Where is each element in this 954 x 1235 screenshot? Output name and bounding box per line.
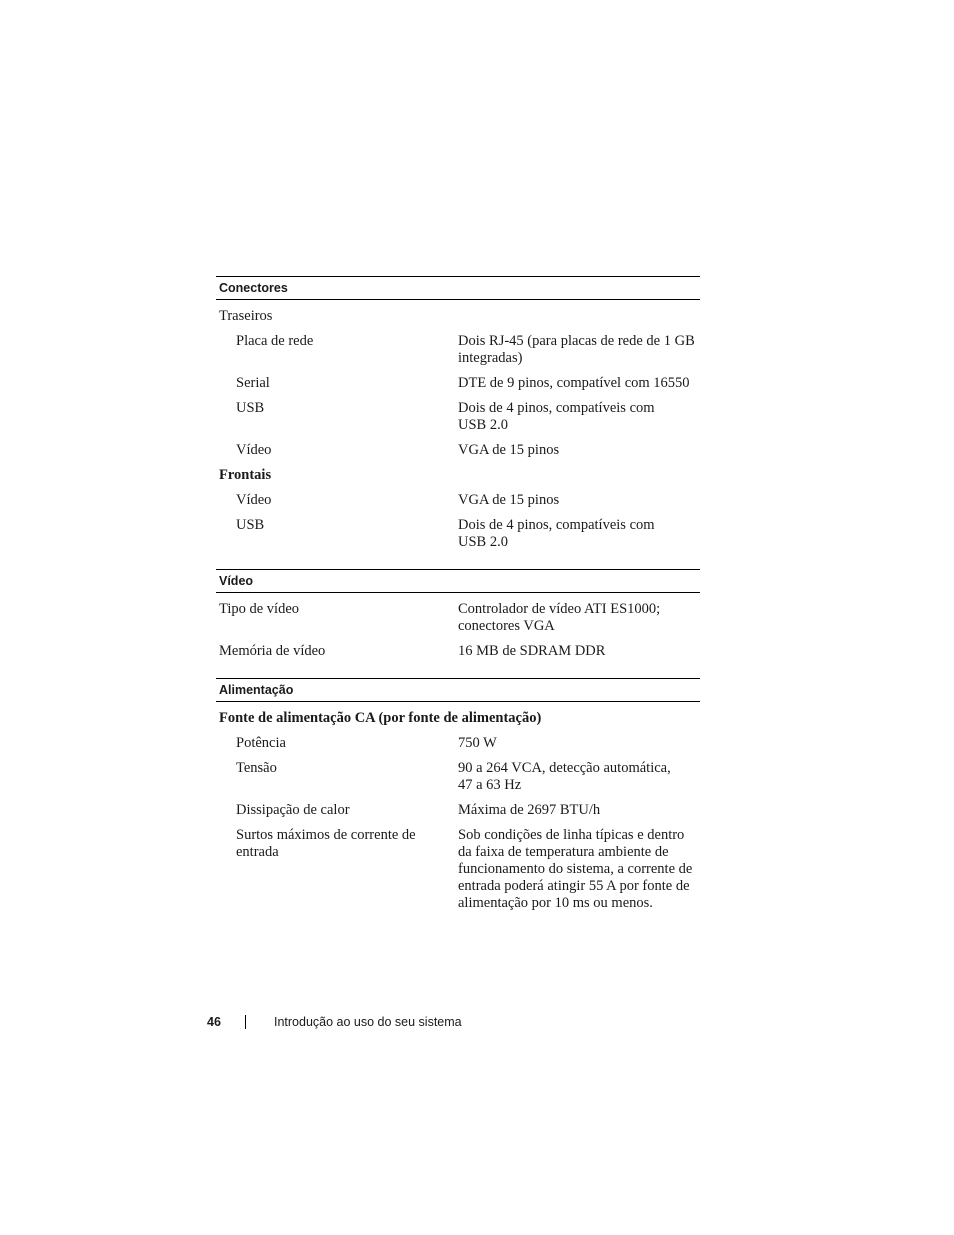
spec-row — [216, 821, 700, 914]
group-subtitle: Traseiros — [219, 308, 273, 324]
spec-label: Vídeo — [236, 442, 272, 458]
spec-value: Sob condições de linha típicas e dentro da faixa de temperatura ambiente de funcionamento do sistema, a corrente de entrada poderá atingir 55 A por fonte de alimentação por 10 ms ou menos. — [458, 827, 693, 911]
footer-divider — [245, 1015, 246, 1029]
spec-row — [216, 595, 700, 637]
spec-value: Controlador de vídeo ATI ES1000; conectores VGA — [458, 601, 661, 634]
spec-label: Tensão — [236, 760, 277, 776]
spec-row — [216, 369, 700, 394]
page-footer — [207, 1015, 462, 1029]
section-title: Alimentação — [216, 678, 700, 702]
section-title: Conectores — [216, 276, 700, 300]
spec-value: 750 W — [458, 735, 497, 751]
spec-value: DTE de 9 pinos, compatível com 16550 — [458, 375, 690, 391]
spec-label: Surtos máximos de corrente de entrada — [236, 827, 416, 860]
group-subtitle: Frontais — [219, 467, 272, 483]
spec-value: Dois de 4 pinos, compatíveis com USB 2.0 — [458, 400, 655, 433]
chapter-title: Introdução ao uso do seu sistema — [274, 1015, 462, 1029]
spec-row — [216, 436, 700, 461]
specs-table — [216, 276, 700, 930]
section-conectores — [216, 276, 700, 553]
spec-value: VGA de 15 pinos — [458, 492, 560, 508]
spec-label: Potência — [236, 735, 286, 751]
spec-label: Vídeo — [236, 492, 272, 508]
spec-value: 16 MB de SDRAM DDR — [458, 643, 606, 659]
spec-row — [216, 754, 700, 796]
spec-value: 90 a 264 VCA, detecção automática, 47 a 63 Hz — [458, 760, 671, 793]
spec-row — [216, 796, 700, 821]
spec-label: USB — [236, 400, 265, 416]
section-title: Vídeo — [216, 569, 700, 593]
page-number: 46 — [207, 1015, 221, 1029]
section-alimentacao — [216, 678, 700, 914]
spec-row — [216, 637, 700, 662]
spec-row — [216, 394, 700, 436]
spec-row — [216, 327, 700, 369]
spec-label: Serial — [236, 375, 270, 391]
spec-row — [216, 511, 700, 553]
spec-value: VGA de 15 pinos — [458, 442, 560, 458]
spec-value: Máxima de 2697 BTU/h — [458, 802, 601, 818]
group-subtitle: Fonte de alimentação CA (por fonte de alimentação) — [219, 710, 542, 726]
spec-row — [216, 486, 700, 511]
spec-label: USB — [236, 517, 265, 533]
spec-label: Memória de vídeo — [219, 643, 326, 659]
spec-value: Dois RJ-45 (para placas de rede de 1 GB integradas) — [458, 333, 695, 366]
spec-row — [216, 729, 700, 754]
spec-label: Dissipação de calor — [236, 802, 350, 818]
spec-label: Placa de rede — [236, 333, 314, 349]
section-video — [216, 569, 700, 662]
spec-label: Tipo de vídeo — [219, 601, 300, 617]
spec-value: Dois de 4 pinos, compatíveis com USB 2.0 — [458, 517, 655, 550]
